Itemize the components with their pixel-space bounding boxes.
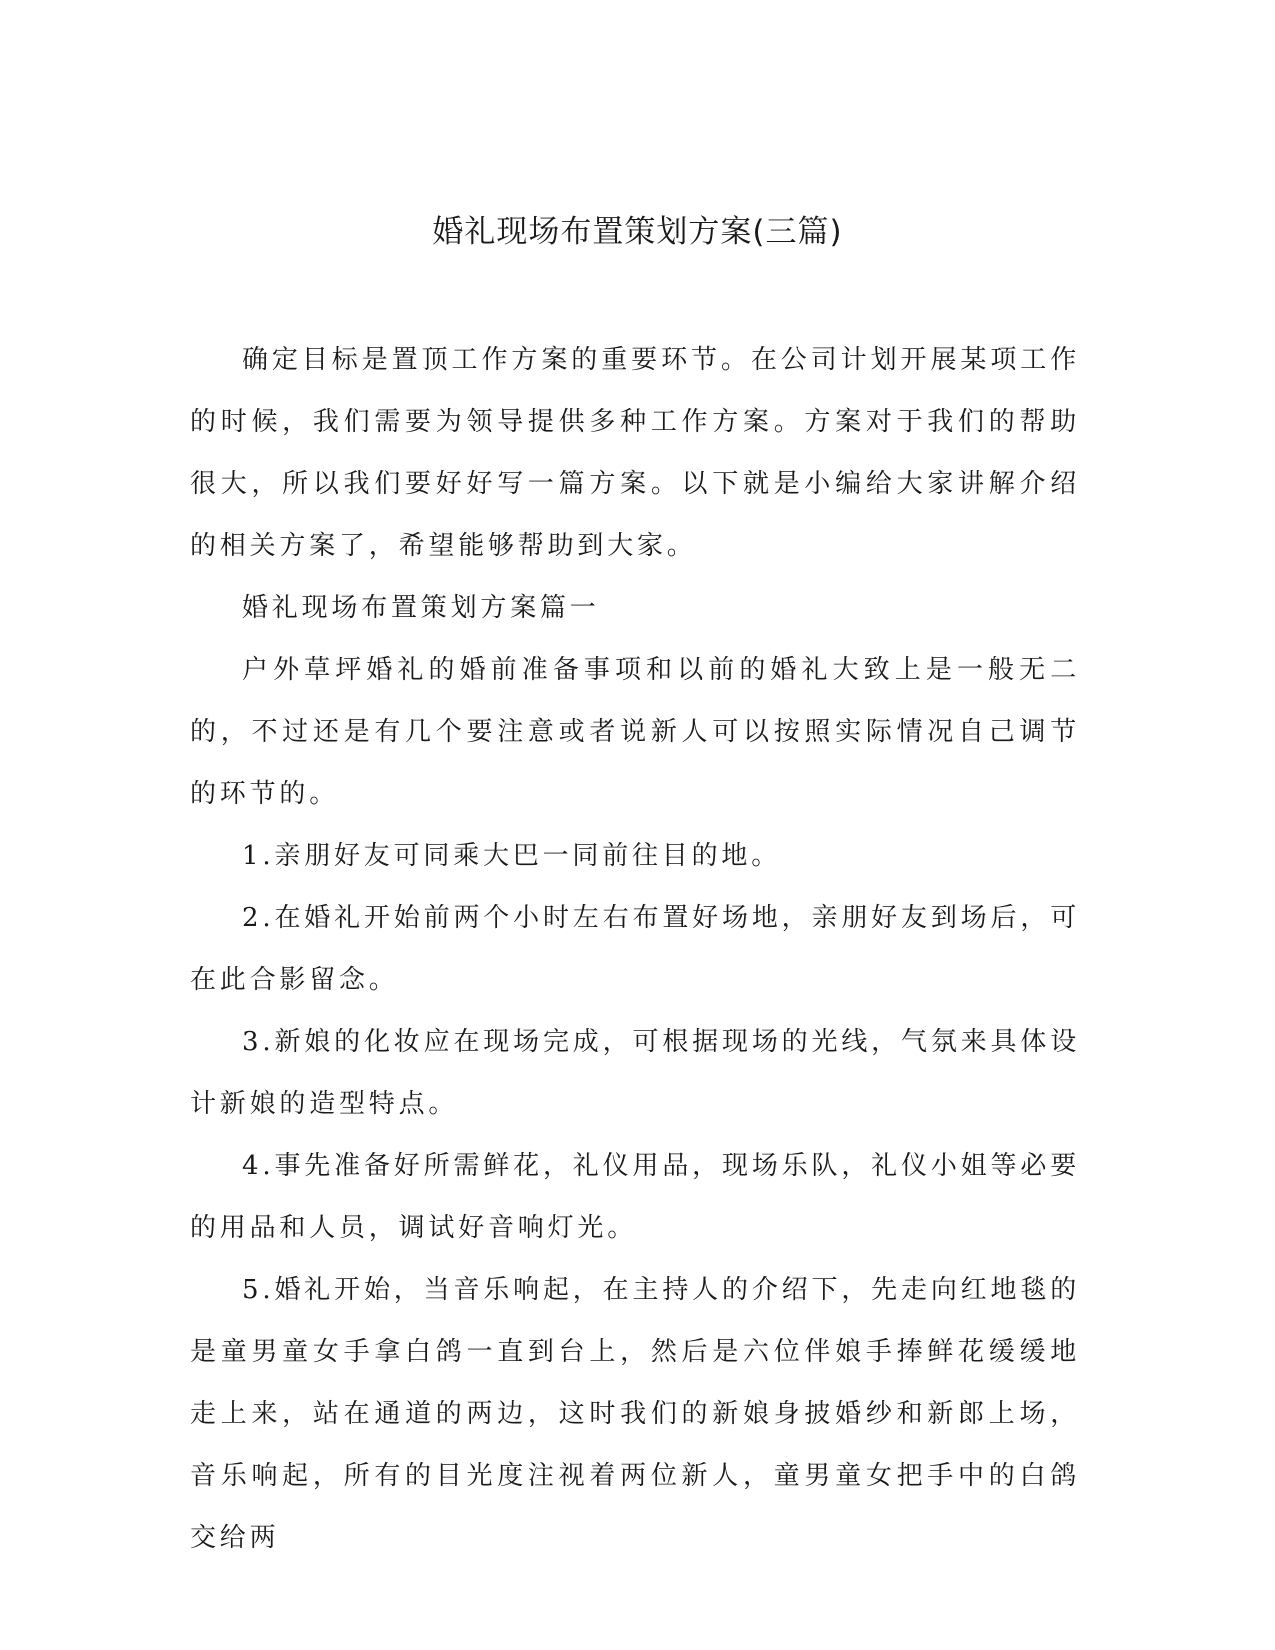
list-item-2: 2.在婚礼开始前两个小时左右布置好场地，亲朋好友到场后，可在此合影留念。 [190,903,1080,995]
list-item-3: 3.新娘的化妆应在现场完成，可根据现场的光线，气氛来具体设计新娘的造型特点。 [190,1027,1080,1119]
document-body [190,329,1080,1569]
intro-paragraph: 确定目标是置顶工作方案的重要环节。在公司计划开展某项工作的时候，我们需要为领导提供多种工作方案。方案对于我们的帮助很大，所以我们要好好写一篇方案。以下就是小编给大家讲解介绍的相关方案了，希望能够帮助到大家。 [190,345,1080,561]
outdoor-wedding-paragraph: 户外草坪婚礼的婚前准备事项和以前的婚礼大致上是一般无二的，不过还是有几个要注意或者说新人可以按照实际情况自己调节的环节的。 [190,655,1080,809]
list-item-5: 5.婚礼开始，当音乐响起，在主持人的介绍下，先走向红地毯的是童男童女手拿白鸽一直到台上，然后是六位伴娘手捧鲜花缓缓地走上来，站在通道的两边，这时我们的新娘身披婚纱和新郎上场，音乐响起，所有的目光度注视着两位新人，童男童女把手中的白鸽交给两 [190,1275,1080,1553]
list-item-4: 4.事先准备好所需鲜花，礼仪用品，现场乐队，礼仪小姐等必要的用品和人员，调试好音响灯光。 [190,1151,1080,1243]
list-item-1: 1.亲朋好友可同乘大巴一同前往目的地。 [242,841,782,871]
section-heading-part-one: 婚礼现场布置策划方案篇一 [242,593,600,623]
document-title: 婚礼现场布置策划方案(三篇) [432,214,843,250]
